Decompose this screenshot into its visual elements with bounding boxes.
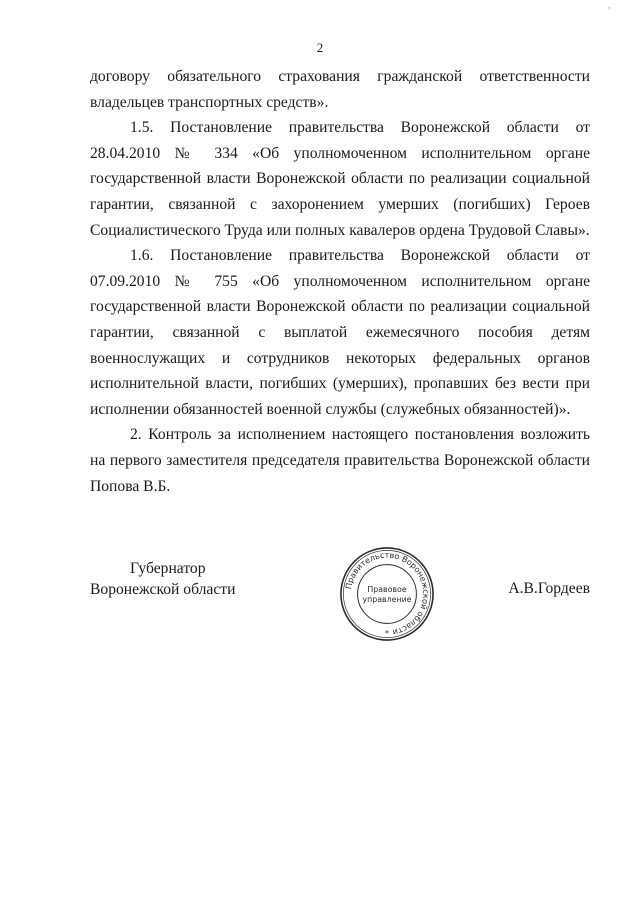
official-seal	[338, 545, 436, 643]
page-number: 2	[316, 40, 324, 55]
signatory-name: А.В.Гордеев	[508, 580, 590, 597]
paragraph-continuation-line2: владельцев транспортных средств».	[90, 93, 329, 111]
paragraph-1-6: 1.6. Постановление правительства Воронежской области от 07.09.2010 № 755 «Об уполномоченном исполнительном органе государственной власти Воронежской области по реализации социальной гарантии, связанной с выплатой ежемесячного пособия детям военнослужащих и сотрудников некоторых федеральных органов исполнительной власти, погибших (умерших), пропавших без вести при исполнении обязанностей военной службы (служебных обязанностей)».	[90, 247, 590, 418]
paragraph-1-5: 1.5. Постановление правительства Воронежской области от 28.04.2010 № 334 «Об уполномоченном исполнительном органе государственной власти Воронежской области по реализации социальной гарантии, связанной с захоронением умерших (погибших) Героев Социалистического Труда или полных кавалеров ордена Трудовой Славы».	[90, 119, 590, 239]
signatory-title-line2: Воронежской области	[90, 581, 236, 598]
signatory-title	[90, 558, 235, 600]
corner-mark: '	[608, 6, 610, 17]
paragraph-2: 2. Контроль за исполнением настоящего постановления возложить на первого заместителя председателя правительства Воронежской области Попова В.Б.	[90, 426, 590, 495]
signatory-title-line1: Губернатор	[130, 560, 206, 577]
seal-inner-line2: управление	[362, 594, 412, 604]
seal-star: *	[385, 629, 389, 639]
paragraph-continuation-line1: договору обязательного страхования гражданской ответственности	[90, 68, 590, 85]
document-body	[90, 64, 590, 499]
seal-inner-line1: Правовое	[367, 585, 407, 595]
seal-ring-text: Правительство Воронежской области	[344, 550, 431, 637]
